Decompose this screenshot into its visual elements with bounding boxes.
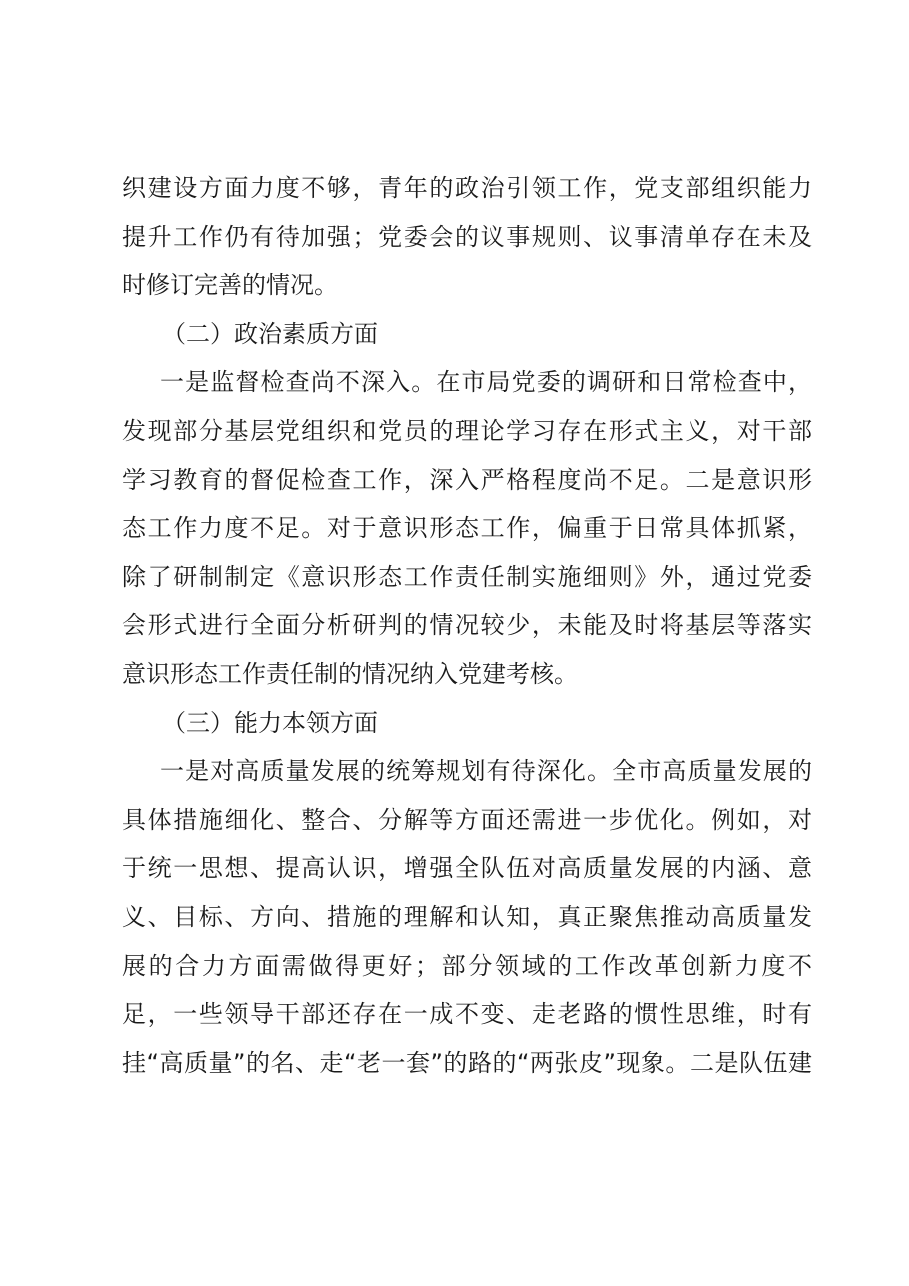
text-line: 足，一些领导干部还存在一成不变、走老路的惯性思维，时有 [122,1000,812,1029]
text-line: 于统一思想、提高认识，增强全队伍对高质量发展的内涵、意 [122,854,812,883]
text-line: 具体措施细化、整合、分解等方面还需进一步优化。例如，对 [122,805,812,834]
text-line: 一是对高质量发展的统筹规划有待深化。全市高质量发展的 [160,757,812,786]
section-heading: （三）能力本领方面 [162,708,378,737]
text-line: 义、目标、方向、措施的理解和认知，真正聚焦推动高质量发 [122,902,812,931]
document-body [122,164,812,1087]
text-line: 除了研制制定《意识形态工作责任制实施细则》外，通过党委 [122,562,812,591]
text-line: 提升工作仍有待加强；党委会的议事规则、议事清单存在未及 [122,222,812,251]
text-line: 一是监督检查尚不深入。在市局党委的调研和日常检查中， [160,368,812,397]
text-line: 意识形态工作责任制的情况纳入党建考核。 [122,659,578,688]
text-line: 会形式进行全面分析研判的情况较少，未能及时将基层等落实 [122,611,812,640]
text-line: 态工作力度不足。对于意识形态工作，偏重于日常具体抓紧， [122,514,812,543]
text-line: 挂“高质量”的名、走“老一套”的路的“两张皮”现象。二是队伍建 [122,1048,812,1077]
text-line: 学习教育的督促检查工作，深入严格程度尚不足。二是意识形 [122,465,812,494]
section-heading: （二）政治素质方面 [162,319,378,348]
text-line: 展的合力方面需做得更好；部分领域的工作改革创新力度不 [122,951,812,980]
text-line: 时修订完善的情况。 [122,271,338,300]
text-line: 织建设方面力度不够，青年的政治引领工作，党支部组织能力 [122,174,812,202]
text-line: 发现部分基层党组织和党员的理论学习存在形式主义，对干部 [122,416,812,445]
